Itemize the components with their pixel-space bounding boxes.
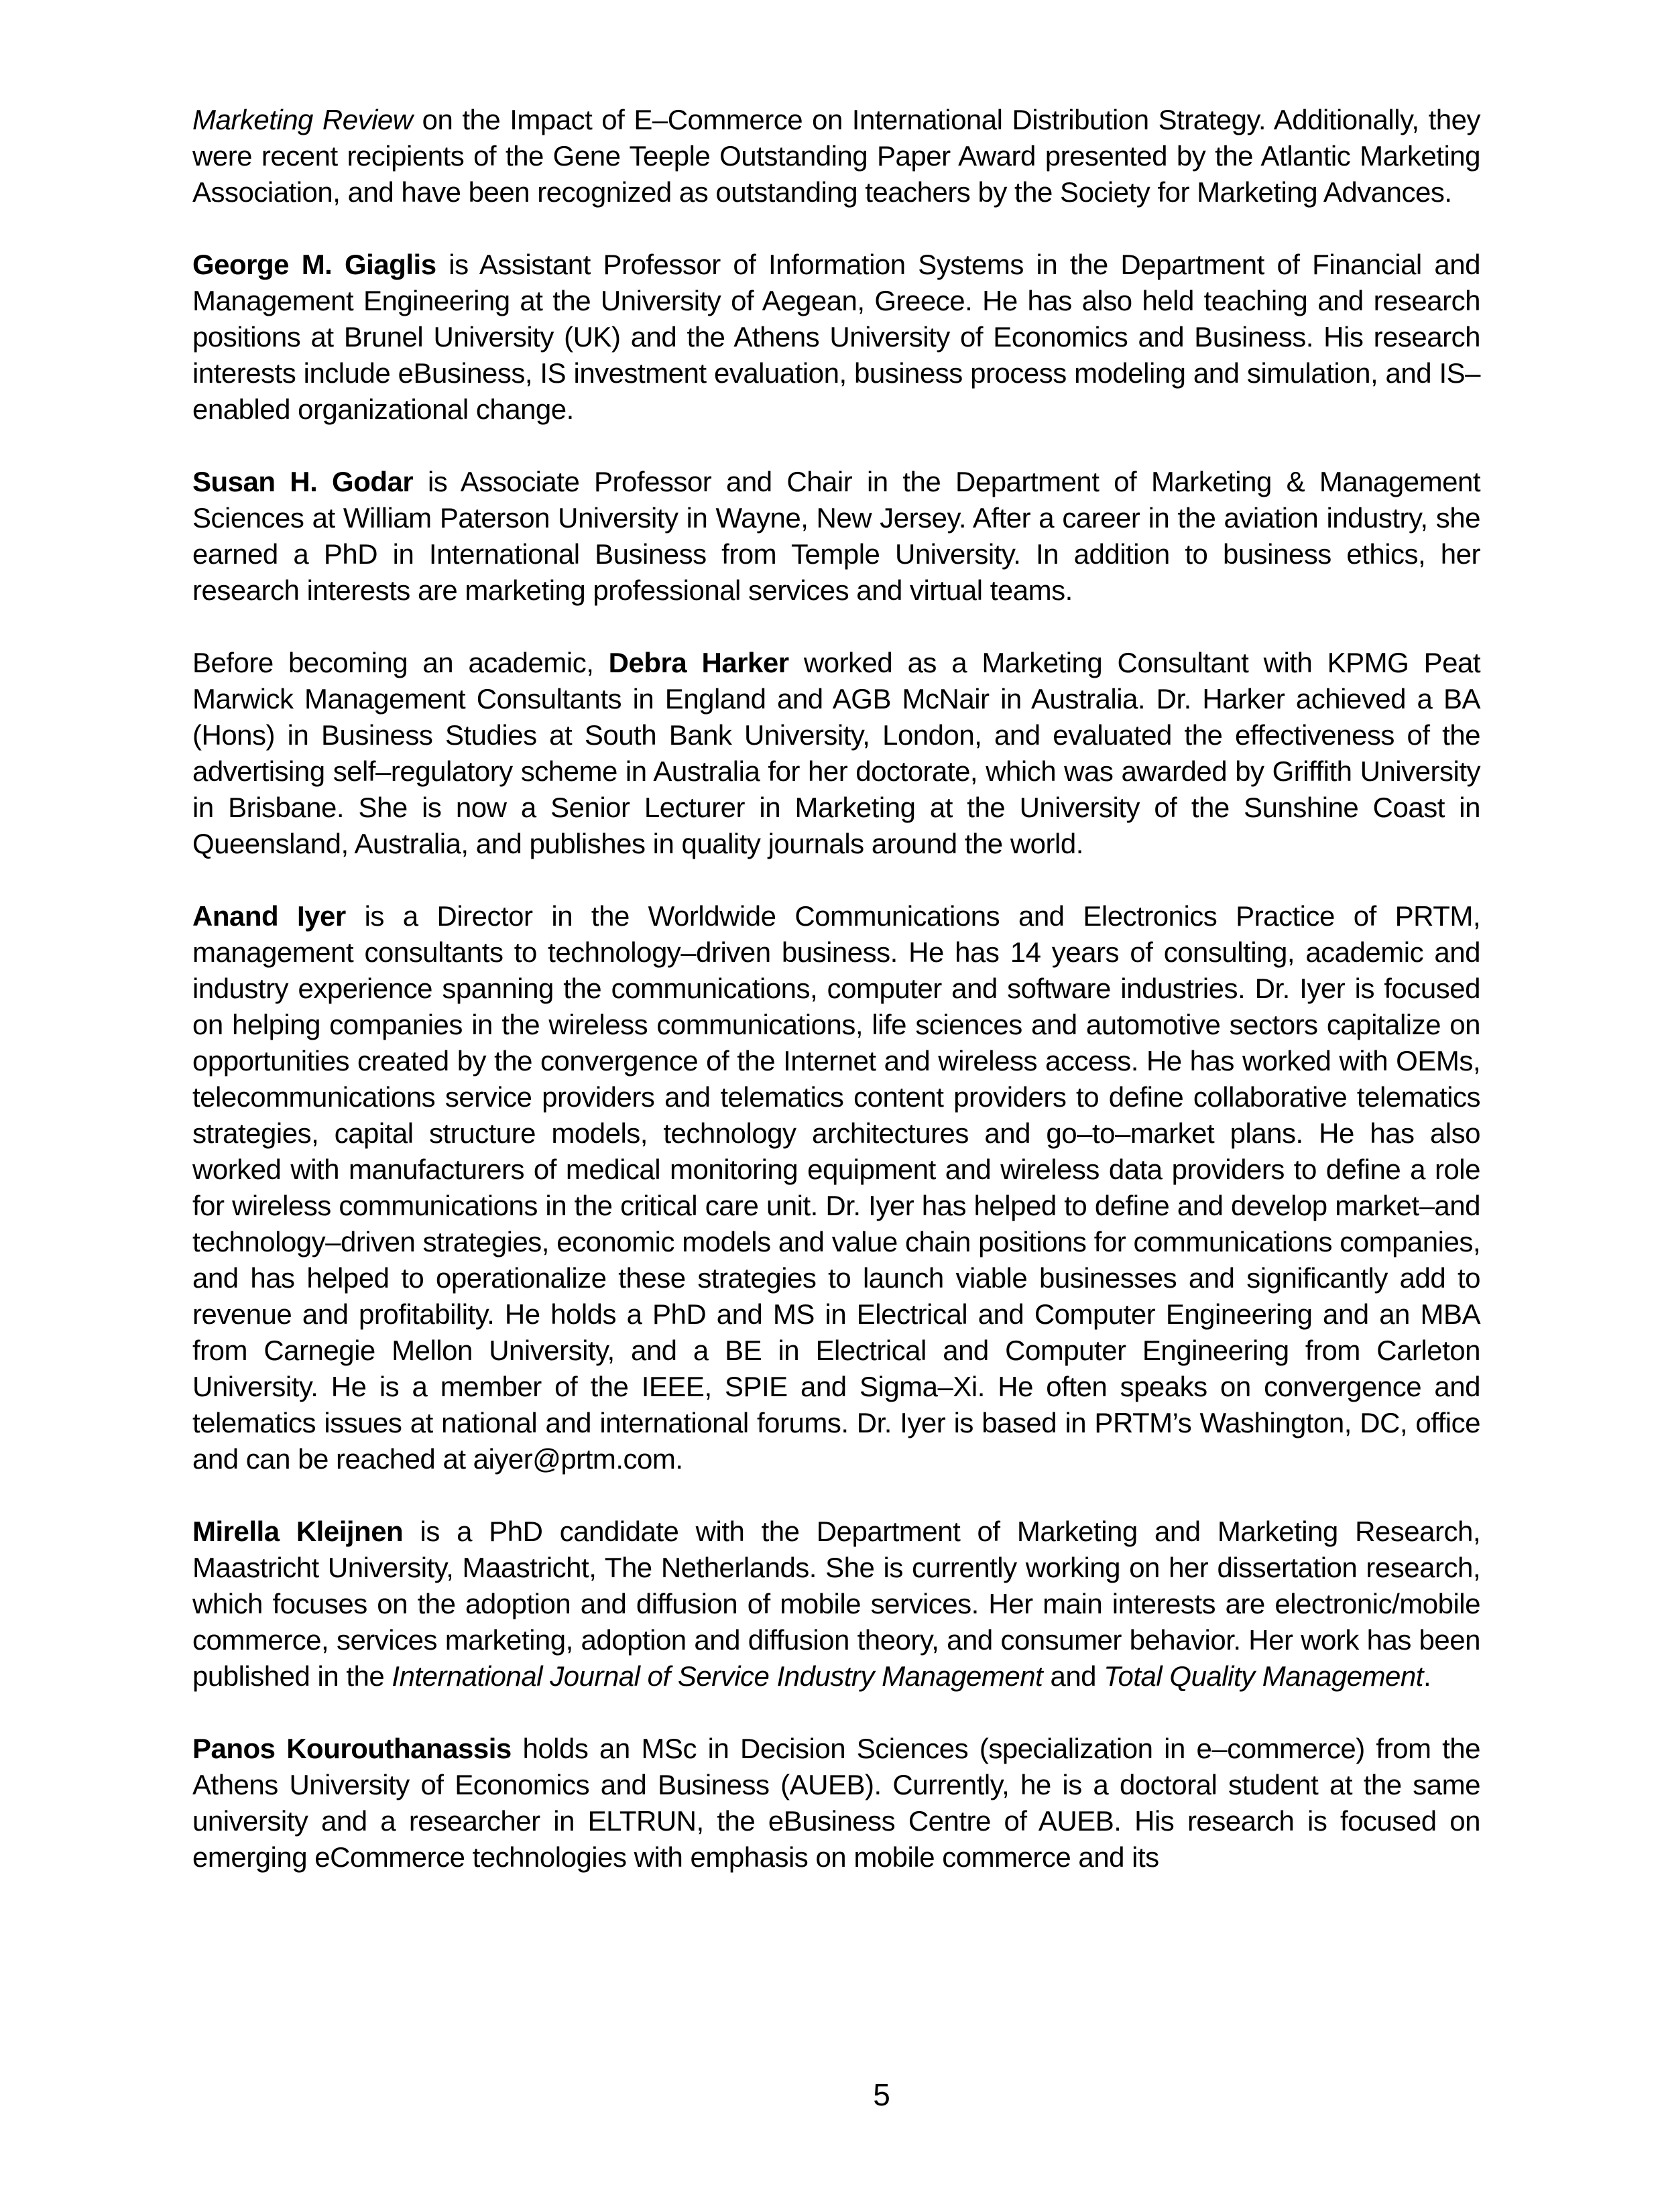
paragraph-harker <box>192 645 1480 862</box>
paragraph-giaglis <box>192 247 1480 428</box>
paragraph-text: . <box>1423 1660 1431 1692</box>
paragraph-text: worked as a Marketing Consultant with KPMG Peat Marwick Management Consultants in England and AGB McNair in Australia. Dr. Harker achieved a BA (Hons) in Business Studies at South Bank University, London, and evaluated the effectiveness of the advertising self–regulatory scheme in Australia for her doctorate, which was awarded by Griffith University in Brisbane. She is now a Senior Lecturer in Marketing at the University of the Sunshine Coast in Queensland, Australia, and publishes in quality journals around the world. <box>192 647 1480 859</box>
paragraph-text: on the Impact of E–Commerce on International Distribution Strategy. Additionally, they were recent recipients of the Gene Teeple Outstanding Paper Award presented by the Atlantic Marketing Association, and have been recognized as outstanding teachers by the Society for Marketing Advances. <box>192 104 1480 208</box>
paragraph-text: is a Director in the Worldwide Communications and Electronics Practice of PRTM, management consultants to technology–driven business. He has 14 years of consulting, academic and industry experience spanning the communications, computer and software industries. Dr. Iyer is focused on helping companies in the wireless communications, life sciences and automotive sectors capitalize on opportunities created by the convergence of the Internet and wireless access. He has worked with OEMs, telecommunications service providers and telematics content providers to define collaborative telematics strategies, capital structure models, technology architectures and go–to–market plans. He has also worked with manufacturers of medical monitoring equipment and wireless data providers to define a role for wireless communications in the critical care unit. Dr. Iyer has helped to define and develop market–and technology–driven strategies, economic models and value chain positions for communications companies, and has helped to operationalize these strategies to launch viable businesses and significantly add to revenue and profitability. He holds a PhD and MS in Electrical and Computer Engineering and an MBA from Carnegie Mellon University, and a BE in Electrical and Computer Engineering from Carleton University. He is a member of the IEEE, SPIE and Sigma–Xi. He often speaks on convergence and telematics issues at national and international forums. Dr. Iyer is based in PRTM’s Washington, DC, office and can be reached at aiyer@prtm.com. <box>192 900 1481 1475</box>
author-name-bold: Mirella Kleijnen <box>192 1516 404 1547</box>
paragraph-iyer <box>192 898 1480 1477</box>
author-name-bold: Panos Kourouthanassis <box>192 1733 512 1764</box>
paragraph-text: holds an MSc in Decision Sciences (specialization in e–commerce) from the Athens University of Economics and Business (AUEB). Currently, he is a doctoral student at the same university and a researcher in ELTRUN, the eBusiness Centre of AUEB. His research is focused on emerging eCommerce technologies with emphasis on mobile commerce and its <box>192 1733 1480 1873</box>
journal-title-italic: Total Quality Management <box>1104 1660 1423 1692</box>
author-name-bold: George M. Giaglis <box>192 249 436 280</box>
paragraph-text: and <box>1043 1660 1104 1692</box>
author-name-bold: Anand Iyer <box>192 900 346 932</box>
paragraph-kourouthanassis <box>192 1731 1480 1876</box>
paragraph-intro-continuation <box>192 102 1480 210</box>
paragraph-text: is Assistant Professor of Information Systems in the Department of Financial and Management Engineering at the University of Aegean, Greece. He has also held teaching and research positions at Brunel University (UK) and the Athens University of Economics and Business. His research interests include eBusiness, IS investment evaluation, business process modeling and simulation, and IS–enabled organizational change. <box>192 249 1480 425</box>
paragraph-kleijnen <box>192 1514 1480 1695</box>
paragraph-text: is a PhD candidate with the Department of Marketing and Marketing Research, Maastricht University, Maastricht, The Netherlands. She is currently working on her dissertation research, which focuses on the adoption and diffusion of mobile services. Her main interests are electronic/mobile commerce, services marketing, adoption and diffusion theory, and consumer behavior. Her work has been published in the <box>192 1516 1480 1692</box>
paragraph-text: is Associate Professor and Chair in the Department of Marketing & Management Sciences at William Paterson University in Wayne, New Jersey. After a career in the aviation industry, she earned a PhD in International Business from Temple University. In addition to business ethics, her research interests are marketing professional services and virtual teams. <box>192 466 1480 606</box>
page-number: 5 <box>873 2077 890 2112</box>
author-name-bold: Debra Harker <box>608 647 789 678</box>
author-name-bold: Susan H. Godar <box>192 466 414 497</box>
bio-text-block <box>192 102 1480 1912</box>
journal-title-italic: International Journal of Service Industry Management <box>392 1660 1043 1692</box>
paragraph-godar <box>192 464 1480 609</box>
journal-title-italic: Marketing Review <box>192 104 413 135</box>
paragraph-text: Before becoming an academic, <box>192 647 609 678</box>
